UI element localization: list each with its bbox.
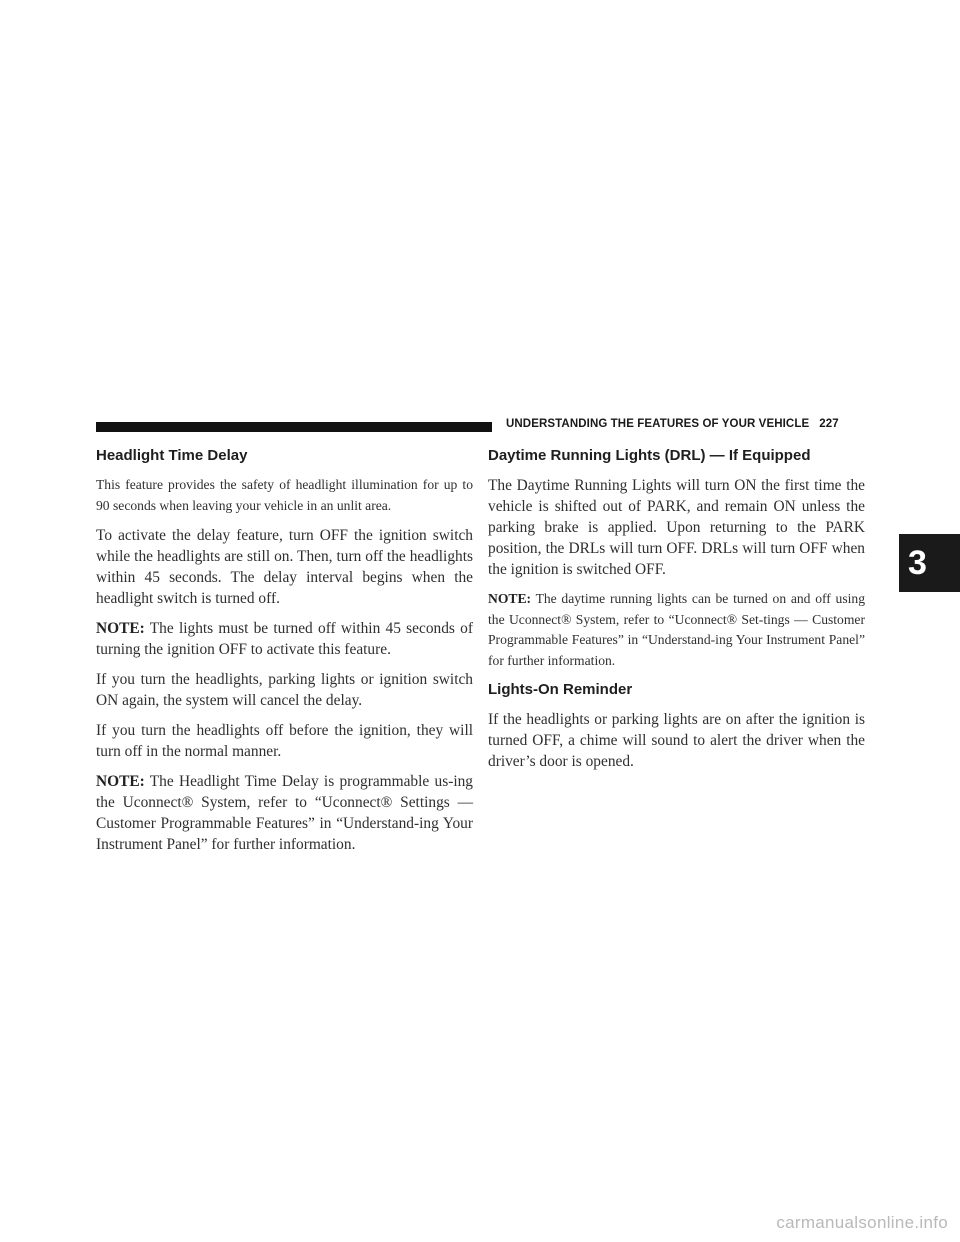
drl-note-paragraph — [488, 589, 865, 671]
left-column — [96, 438, 473, 864]
drl-heading: Daytime Running Lights (DRL) — If Equipped — [488, 447, 811, 464]
note-label: NOTE: — [96, 620, 145, 637]
note-text: The lights must be turned off within 45 seconds of turning the ignition OFF to activate this feature. — [96, 620, 473, 658]
note-text: The Headlight Time Delay is programmable us-ing the Uconnect® System, refer to “Uconnect® Settings — Customer Programmable Features” in “Understand-ing Your Instrument Panel” for further information. — [96, 773, 473, 853]
header-rule — [96, 422, 492, 432]
cancel-paragraph: If you turn the headlights, parking lights or ignition switch ON again, the system will cancel the delay. — [96, 671, 473, 709]
intro-paragraph: This feature provides the safety of headlight illumination for up to 90 seconds when leaving your vehicle in an unlit area. — [96, 477, 473, 513]
page-number: 227 — [819, 418, 839, 430]
lights-on-reminder-heading: Lights-On Reminder — [488, 681, 633, 698]
watermark: carmanualsonline.info — [776, 1213, 948, 1232]
right-column — [488, 438, 865, 781]
note-paragraph-1 — [96, 618, 473, 660]
note-label: NOTE: — [488, 591, 532, 606]
running-header — [506, 418, 866, 430]
chapter-tab: 3 — [899, 534, 960, 592]
note-label: NOTE: — [96, 773, 145, 790]
normal-manner-paragraph: If you turn the headlights off before the ignition, they will turn off in the normal manner. — [96, 722, 473, 760]
note-text: The daytime running lights can be turned on and off using the Uconnect® System, refer to “Uconnect® Set-tings — Customer Programmable Features” in “Understand-ing Your Instrument Panel” for further information. — [488, 591, 866, 668]
drl-paragraph: The Daytime Running Lights will turn ON the first time the vehicle is shifted out of PARK, and remain ON unless the parking brake is applied. Upon returning to the PARK position, the DRLs will turn OFF. DRLs will turn OFF when the ignition is switched OFF. — [488, 477, 865, 578]
section-title: UNDERSTANDING THE FEATURES OF YOUR VEHICLE — [506, 418, 810, 430]
activate-paragraph: To activate the delay feature, turn OFF the ignition switch while the headlights are still on. Then, turn off the headlights within 45 seconds. The delay interval begins when the headlight switch is turned off. — [96, 527, 473, 607]
reminder-paragraph: If the headlights or parking lights are on after the ignition is turned OFF, a chime will sound to alert the driver when the driver’s door is opened. — [488, 711, 865, 770]
headlight-time-delay-heading: Headlight Time Delay — [96, 447, 248, 464]
note-paragraph-2 — [96, 771, 473, 855]
